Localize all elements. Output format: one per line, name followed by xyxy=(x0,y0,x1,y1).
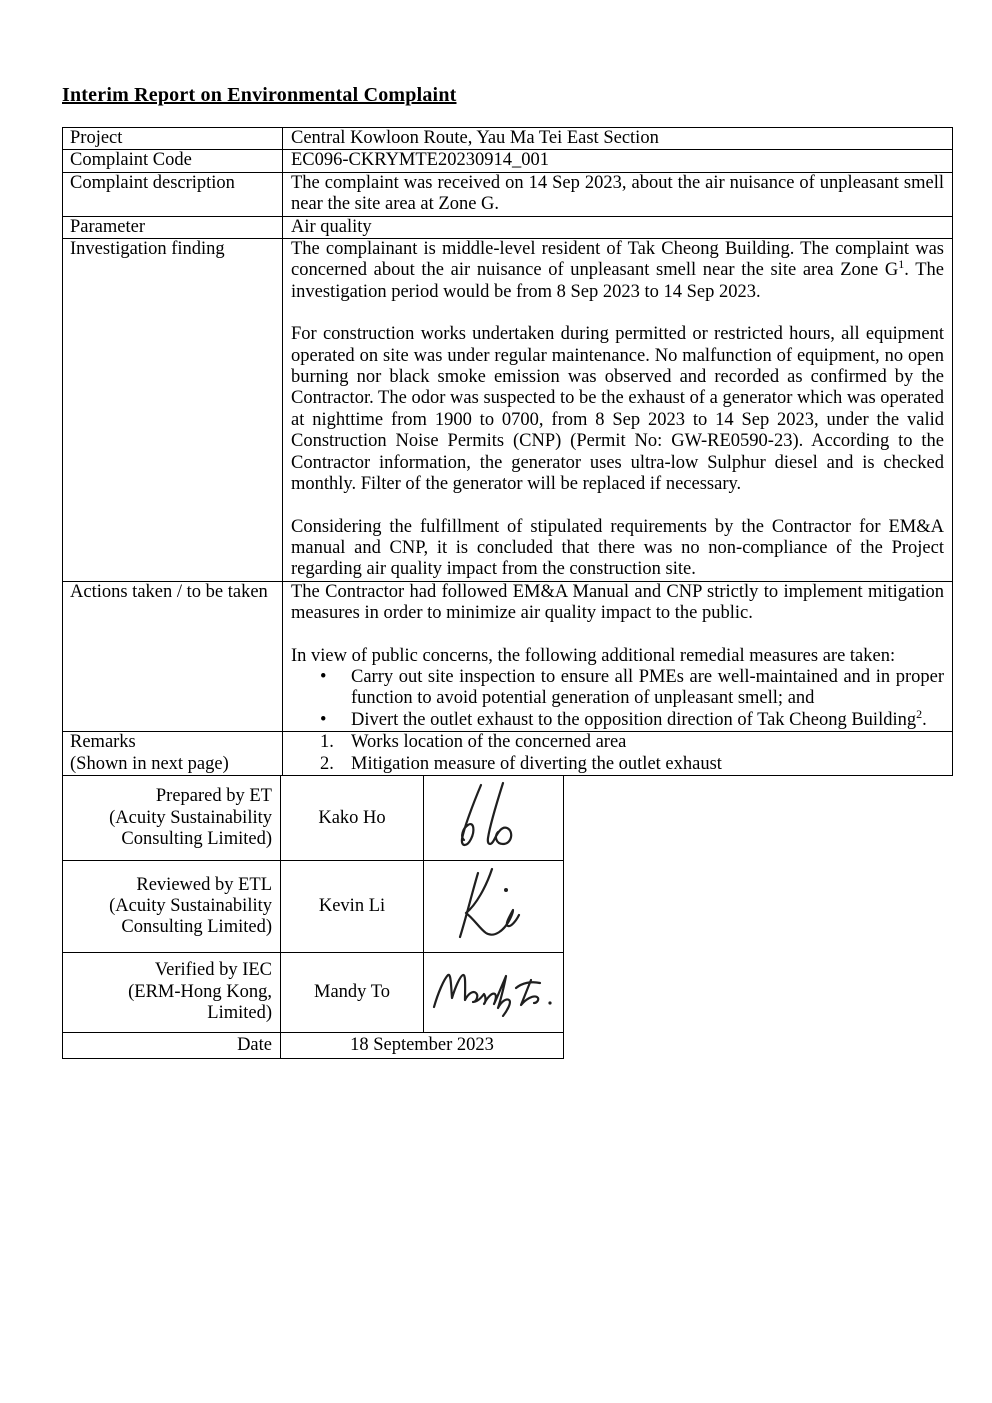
footnote-ref-1: 1 xyxy=(898,257,905,272)
table-row-reviewed-by xyxy=(63,861,564,952)
item-number: 2. xyxy=(320,753,334,774)
label-line: Limited) xyxy=(207,1003,272,1024)
page-title: Interim Report on Environmental Complaint xyxy=(62,84,457,106)
remarks-label xyxy=(63,732,283,776)
actions-taken-label: Actions taken / to be taken xyxy=(63,581,283,731)
label-line: Prepared by ET xyxy=(155,786,272,807)
parameter-value: Air quality xyxy=(283,216,953,238)
project-label: Project xyxy=(63,128,283,150)
complaint-description-label: Complaint description xyxy=(63,172,283,216)
prepared-by-name: Kako Ho xyxy=(281,776,424,861)
table-row-actions-taken xyxy=(63,581,953,731)
remarks-label-line: Remarks xyxy=(70,732,136,753)
numbered-item-text: Works location of the concerned area xyxy=(351,732,627,753)
label-line: Verified by IEC xyxy=(154,960,272,981)
item-number: 1. xyxy=(320,732,334,753)
actions-paragraph-2: In view of public concerns, the following additional remedial measures are taken: xyxy=(291,645,896,666)
kevin-li-signature-icon xyxy=(442,863,546,943)
bullet-item xyxy=(291,667,944,710)
footnote-ref-2: 2 xyxy=(916,706,923,721)
paragraph-text: . xyxy=(922,709,927,730)
table-row-complaint-code xyxy=(63,150,953,172)
verified-by-label xyxy=(63,952,281,1032)
paragraph-spacer xyxy=(291,303,944,324)
paragraph-text: Divert the outlet exhaust to the opposition direction of Tak Cheong Building xyxy=(351,709,917,730)
parameter-label: Parameter xyxy=(63,216,283,238)
table-row-remarks xyxy=(63,732,953,776)
numbered-item-text: Mitigation measure of diverting the outlet exhaust xyxy=(351,753,722,774)
numbered-item xyxy=(291,732,944,753)
table-row-parameter xyxy=(63,216,953,238)
investigation-finding-label: Investigation finding xyxy=(63,239,283,582)
paragraph-spacer xyxy=(291,496,944,517)
bullet-item-text: Carry out site inspection to ensure all PMEs are well-maintained and in proper function to avoid potential generation of unpleasant smell; and xyxy=(351,666,944,709)
table-row-investigation-finding xyxy=(63,239,953,582)
bullet-item xyxy=(291,706,944,731)
remarks-value xyxy=(283,732,953,776)
label-line: Consulting Limited) xyxy=(121,828,272,849)
complaint-code-label: Complaint Code xyxy=(63,150,283,172)
prepared-by-signature-cell xyxy=(424,776,564,861)
reviewed-by-label xyxy=(63,861,281,952)
investigation-paragraph-2: For construction works undertaken during permitted or restricted hours, all equipment operated on site was under regular maintenance. No malfunction of equipment, no open burning nor black smoke emission was observed and recorded as confirmed by the Contractor. The odor was suspected to be the exhaust of a generator which was operated at nighttime from 1900 to 0700, from 8 Sep 2023 to 14 Sep 2023, under the valid Construction Noise Permits (CNP) (Permit No: GW-RE0590-23). According to the Contractor information, the generator uses ultra-low Sulphur diesel and is checked monthly. Filter of the generator will be replaced if necessary. xyxy=(291,324,944,495)
mandy-to-signature-icon xyxy=(428,961,560,1017)
signature-table xyxy=(62,775,564,1059)
kako-ho-signature-icon xyxy=(448,778,540,852)
label-line: Reviewed by ETL xyxy=(136,874,272,895)
reviewed-by-signature-cell xyxy=(424,861,564,952)
table-row-prepared-by xyxy=(63,776,564,861)
table-row-date xyxy=(63,1032,564,1058)
complaint-description-value: The complaint was received on 14 Sep 2023, about the air nuisance of unpleasant smell near the site area at Zone G. xyxy=(283,172,953,216)
table-row-project xyxy=(63,128,953,150)
complaint-report-table xyxy=(62,127,953,776)
investigation-paragraph-1 xyxy=(291,239,944,303)
remarks-label-line: (Shown in next page) xyxy=(70,753,229,774)
verified-by-signature-cell xyxy=(424,952,564,1032)
date-value: 18 September 2023 xyxy=(281,1032,564,1058)
project-value: Central Kowloon Route, Yau Ma Tei East Section xyxy=(283,128,953,150)
label-line: (Acuity Sustainability xyxy=(109,807,272,828)
prepared-by-label xyxy=(63,776,281,861)
actions-taken-value xyxy=(283,581,953,731)
table-row-complaint-description xyxy=(63,172,953,216)
reviewed-by-name: Kevin Li xyxy=(281,861,424,952)
date-label: Date xyxy=(63,1032,281,1058)
label-line: (Acuity Sustainability xyxy=(109,895,272,916)
numbered-item xyxy=(291,754,944,775)
table-row-verified-by xyxy=(63,952,564,1032)
label-line: Consulting Limited) xyxy=(121,917,272,938)
complaint-code-value: EC096-CKRYMTE20230914_001 xyxy=(283,150,953,172)
bullet-icon: • xyxy=(320,666,327,687)
investigation-finding-value xyxy=(283,239,953,582)
bullet-icon: • xyxy=(320,709,327,730)
verified-by-name: Mandy To xyxy=(281,952,424,1032)
label-line: (ERM-Hong Kong, xyxy=(128,981,272,1002)
bullet-item-text xyxy=(351,706,944,731)
actions-paragraph-1: The Contractor had followed EM&A Manual and CNP strictly to implement mitigation measures in order to minimize air quality impact to the public. xyxy=(291,581,944,624)
paragraph-spacer xyxy=(291,625,944,646)
paragraph-text: . The investigation period would be from 8 Sep 2023 to 14 Sep 2023. xyxy=(291,260,944,302)
paragraph-text: The complainant is middle-level resident of Tak Cheong Building. The complaint was concerned about the air nuisance of unpleasant smell near the site area Zone G xyxy=(291,239,944,281)
investigation-paragraph-3: Considering the fulfillment of stipulated requirements by the Contractor for EM&A manual and CNP, it is concluded that there was no non-compliance of the Project regarding air quality impact from the construction site. xyxy=(291,516,944,580)
